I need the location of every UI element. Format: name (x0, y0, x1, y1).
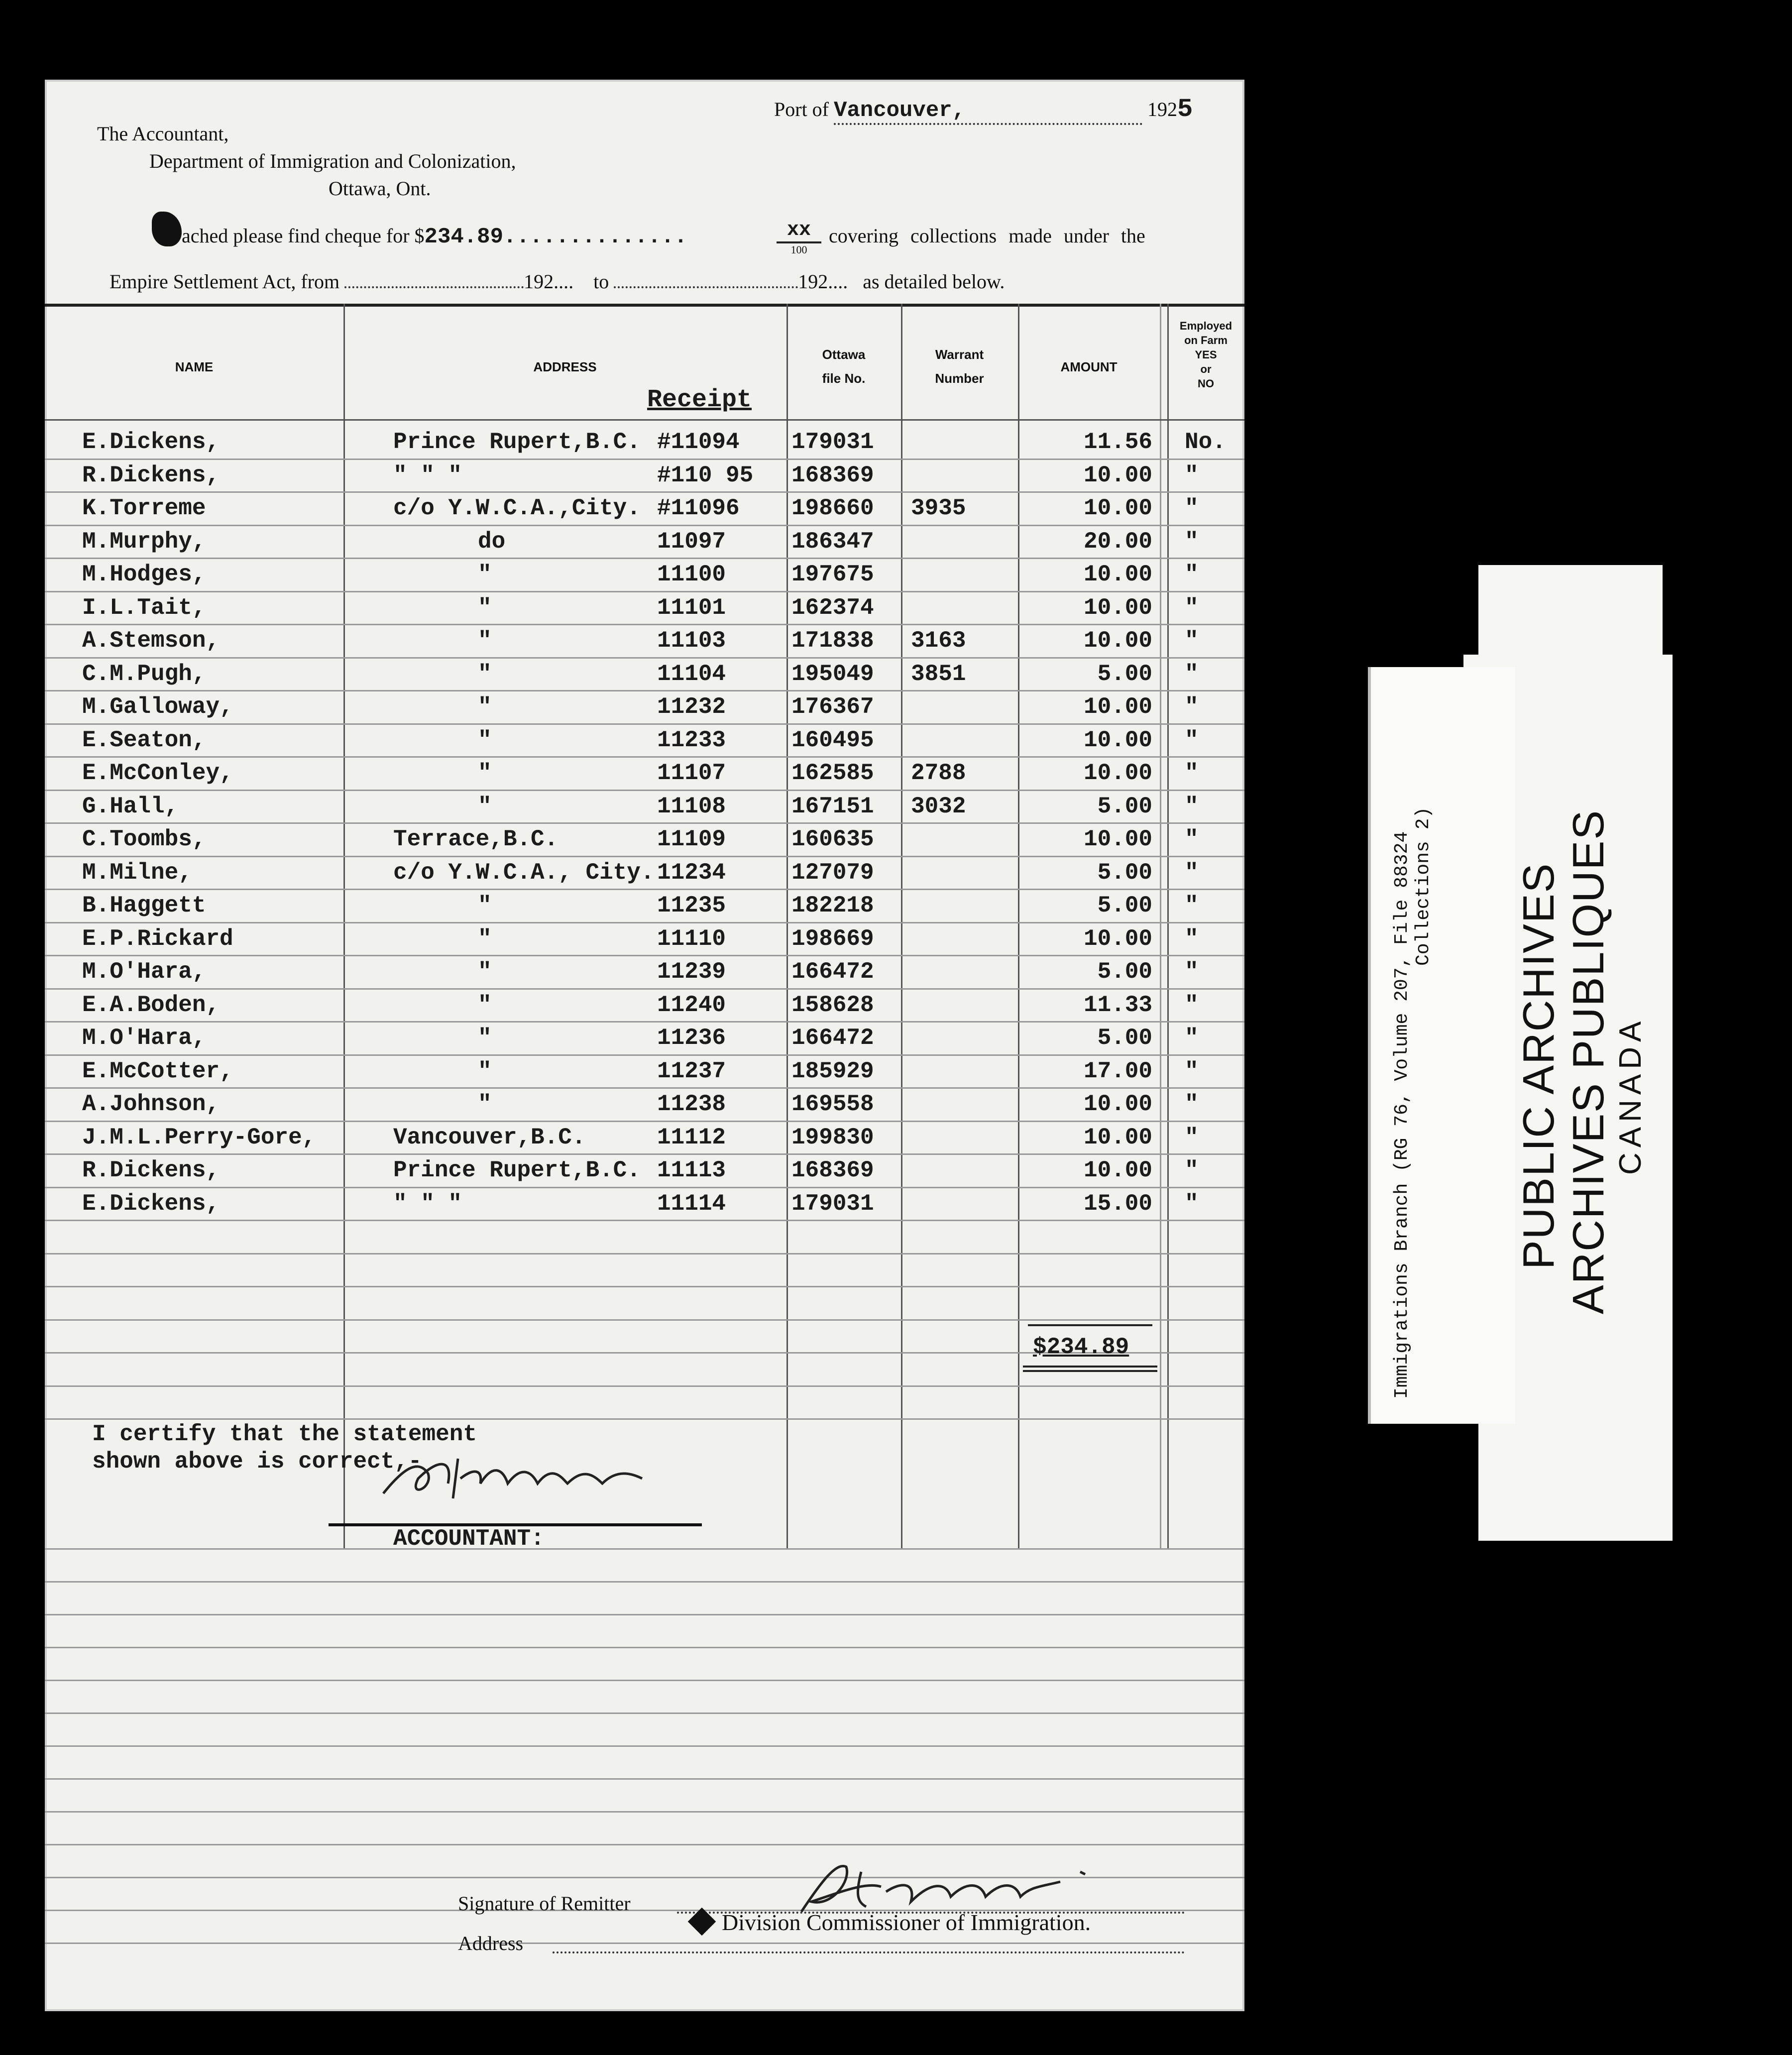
port-value: Vancouver, (834, 98, 1142, 125)
cheque-line (182, 224, 687, 249)
row-rule (45, 491, 1244, 493)
cents-fraction (777, 219, 821, 256)
row-name: M.O'Hara, (82, 1025, 206, 1051)
row-amount: 10.00 (1083, 628, 1152, 654)
row-address: " (478, 628, 492, 654)
row-rule (45, 988, 1244, 990)
archive-label-line1: PUBLIC ARCHIVES (1514, 862, 1563, 1269)
row-receipt: 11109 (657, 826, 726, 852)
ruled-line (45, 1745, 1244, 1747)
row-amount: 10.00 (1083, 562, 1152, 587)
year-to: 192.... (798, 270, 848, 293)
row-name: E.A.Boden, (82, 992, 220, 1018)
blank-row-rule (45, 1418, 1244, 1420)
ruled-line (45, 1811, 1244, 1813)
ruled-line (45, 1548, 1244, 1550)
row-receipt: 11239 (657, 959, 726, 985)
header-receipt: Receipt (647, 386, 752, 414)
row-address: Prince Rupert,B.C. (393, 429, 641, 455)
act-line (110, 270, 1005, 293)
row-file-no: 199830 (791, 1124, 874, 1150)
year-suffix: 5 (1177, 95, 1193, 124)
row-name: C.Toombs, (82, 826, 206, 852)
header-ottawa-line1: Ottawa (822, 347, 866, 362)
header-ottawa (786, 346, 901, 387)
row-file-no: 198669 (791, 925, 874, 952)
row-receipt: 11113 (657, 1157, 726, 1183)
row-name: M.Hodges, (82, 562, 206, 587)
row-rule (45, 558, 1244, 559)
row-receipt: 11236 (657, 1025, 726, 1051)
blank-row-rule (45, 1319, 1244, 1321)
row-file-no: 166472 (791, 959, 874, 985)
row-employed-on-farm: " (1185, 859, 1199, 886)
row-file-no: 168369 (791, 1157, 874, 1183)
row-warrant-no: 3163 (911, 628, 966, 654)
row-employed-on-farm: " (1185, 760, 1199, 786)
ink-blot (152, 212, 182, 246)
row-employed-on-farm: No. (1185, 429, 1226, 455)
row-warrant-no: 3032 (911, 793, 966, 819)
row-rule (45, 1187, 1244, 1188)
row-amount: 10.00 (1083, 594, 1152, 621)
header-employed-line5: NO (1198, 377, 1214, 390)
row-rule (45, 1054, 1244, 1056)
row-amount: 5.00 (1097, 1025, 1152, 1051)
row-employed-on-farm: " (1185, 1124, 1199, 1150)
row-file-no: 171838 (791, 628, 874, 654)
row-rule (45, 955, 1244, 956)
row-rule (45, 525, 1244, 526)
row-name: A.Johnson, (82, 1091, 220, 1117)
row-amount: 17.00 (1083, 1058, 1152, 1084)
row-receipt: 11108 (657, 793, 726, 819)
row-address: " (478, 661, 492, 687)
row-rule (45, 458, 1244, 460)
addressee-line1: The Accountant, (97, 122, 229, 145)
row-receipt: 11114 (657, 1190, 726, 1217)
row-employed-on-farm: " (1185, 893, 1199, 918)
header-employed-line3: YES (1195, 348, 1217, 361)
ruled-line (45, 1680, 1244, 1681)
row-amount: 15.00 (1083, 1190, 1152, 1217)
row-amount: 5.00 (1097, 959, 1152, 985)
row-employed-on-farm: " (1185, 528, 1199, 555)
row-file-no: 182218 (791, 893, 874, 918)
row-name: E.McConley, (82, 760, 233, 786)
accountant-role: ACCOUNTANT: (393, 1526, 545, 1552)
row-amount: 11.56 (1083, 429, 1152, 455)
row-rule (45, 790, 1244, 791)
port-line (774, 95, 1193, 125)
row-receipt: 11103 (657, 628, 726, 654)
row-amount: 10.00 (1083, 495, 1152, 521)
row-name: G.Hall, (82, 793, 179, 819)
row-rule (45, 822, 1244, 824)
row-name: E.Seaton, (82, 727, 206, 753)
row-receipt: 11101 (657, 594, 726, 621)
row-file-no: 162374 (791, 594, 874, 621)
row-address: " (478, 959, 492, 985)
row-employed-on-farm: " (1185, 826, 1199, 852)
cheque-amount: 234.89.............. (424, 225, 687, 249)
row-address: " (478, 1025, 492, 1051)
row-warrant-no: 3851 (911, 661, 966, 687)
row-receipt: 11232 (657, 694, 726, 720)
blank-row-rule (45, 1385, 1244, 1387)
row-amount: 10.00 (1083, 1124, 1152, 1150)
row-rule (45, 690, 1244, 691)
ruled-line (45, 1844, 1244, 1845)
row-receipt: 11240 (657, 992, 726, 1018)
row-file-no: 167151 (791, 793, 874, 819)
row-file-no: 168369 (791, 462, 874, 488)
row-receipt: 11107 (657, 760, 726, 786)
row-employed-on-farm: " (1185, 727, 1199, 753)
row-file-no: 186347 (791, 528, 874, 555)
ruled-line (45, 1942, 1244, 1944)
row-name: C.M.Pugh, (82, 661, 206, 687)
row-amount: 10.00 (1083, 462, 1152, 488)
header-warrant-line1: Warrant (935, 347, 984, 362)
row-amount: 10.00 (1083, 1157, 1152, 1183)
row-address: Terrace,B.C. (393, 826, 559, 852)
row-rule (45, 1220, 1244, 1221)
ruled-line (45, 1712, 1244, 1714)
archive-label-front (1368, 667, 1515, 1424)
row-receipt: #110 95 (657, 462, 754, 488)
row-amount: 20.00 (1083, 528, 1152, 555)
total-double-rule-1 (1023, 1366, 1157, 1368)
row-address: " (478, 727, 492, 753)
row-employed-on-farm: " (1185, 1157, 1199, 1183)
act-text: Empire Settlement Act, from (110, 270, 340, 293)
row-rule (45, 1121, 1244, 1122)
row-rule (45, 624, 1244, 625)
row-employed-on-farm: " (1185, 462, 1199, 488)
row-address: " " " (393, 1190, 462, 1217)
cents-value: xx (777, 219, 821, 243)
row-file-no: 158628 (791, 992, 874, 1018)
to-text: to (593, 270, 609, 293)
row-name: M.Milne, (82, 859, 192, 886)
archive-label-line3: CANADA (1613, 1016, 1648, 1175)
row-file-no: 166472 (791, 1025, 874, 1051)
row-warrant-no: 2788 (911, 760, 966, 786)
row-amount: 10.00 (1083, 694, 1152, 720)
row-name: I.L.Tait, (82, 594, 206, 621)
row-rule (45, 922, 1244, 923)
row-employed-on-farm: " (1185, 594, 1199, 621)
certify-line2: shown above is correct,- (92, 1449, 422, 1475)
port-label: Port of (774, 98, 829, 120)
row-name: E.Dickens, (82, 1190, 220, 1217)
row-rule (45, 657, 1244, 659)
header-ottawa-line2: file No. (822, 371, 866, 386)
row-file-no: 198660 (791, 495, 874, 521)
row-file-no: 176367 (791, 694, 874, 720)
row-name: A.Stemson, (82, 628, 220, 654)
addressee-line2: Department of Immigration and Colonization, (149, 150, 516, 172)
row-warrant-no: 3935 (911, 495, 966, 521)
row-receipt: 11233 (657, 727, 726, 753)
row-file-no: 197675 (791, 562, 874, 587)
archive-reference-line2: Collections 2) (1413, 806, 1434, 966)
row-name: B.Haggett (82, 893, 206, 918)
row-address: " (478, 893, 492, 918)
addressee-line3: Ottawa, Ont. (329, 177, 431, 200)
covering-text: covering collections made under the (829, 225, 1145, 247)
attached-text: ached please find cheque for $ (182, 225, 425, 247)
row-receipt: 11104 (657, 661, 726, 687)
row-receipt: 11235 (657, 893, 726, 918)
row-name: R.Dickens, (82, 462, 220, 488)
row-amount: 5.00 (1097, 661, 1152, 687)
row-employed-on-farm: " (1185, 628, 1199, 654)
row-address: " " " (393, 462, 462, 488)
ruled-line (45, 1647, 1244, 1648)
row-file-no: 162585 (791, 760, 874, 786)
row-address: c/o Y.W.C.A., City. (393, 859, 655, 886)
row-address: " (478, 694, 492, 720)
collections-table (45, 304, 1244, 1548)
row-address: Vancouver,B.C. (393, 1124, 586, 1150)
row-amount: 10.00 (1083, 727, 1152, 753)
row-file-no: 127079 (791, 859, 874, 886)
row-address: " (478, 760, 492, 786)
row-employed-on-farm: " (1185, 562, 1199, 587)
row-employed-on-farm: " (1185, 1025, 1199, 1051)
row-employed-on-farm: " (1185, 1058, 1199, 1084)
archive-label-line2: ARCHIVES PUBLIQUES (1564, 809, 1613, 1314)
total-amount: $234.89 (1033, 1334, 1129, 1360)
row-file-no: 179031 (791, 429, 874, 455)
ruled-line (45, 1778, 1244, 1780)
row-address: " (478, 594, 492, 621)
row-amount: 10.00 (1083, 1091, 1152, 1117)
row-file-no: 179031 (791, 1190, 874, 1217)
row-amount: 5.00 (1097, 893, 1152, 918)
year-from: 192.... (524, 270, 574, 293)
row-amount: 11.33 (1083, 992, 1152, 1018)
header-amount: AMOUNT (1060, 359, 1118, 374)
row-receipt: 11238 (657, 1091, 726, 1117)
row-amount: 10.00 (1083, 925, 1152, 952)
commissioner-title: Division Commissioner of Immigration. (722, 1910, 1091, 1935)
row-receipt: 11234 (657, 859, 726, 886)
row-address: " (478, 1058, 492, 1084)
row-address: c/o Y.W.C.A.,City. (393, 495, 641, 521)
row-address: Prince Rupert,B.C. (393, 1157, 641, 1183)
row-rule (45, 1153, 1244, 1155)
certify-line1: I certify that the statement (92, 1421, 477, 1447)
row-receipt: 11112 (657, 1124, 726, 1150)
ruled-line (45, 1614, 1244, 1615)
header-employed-line4: or (1200, 363, 1212, 375)
row-address: " (478, 992, 492, 1018)
row-name: E.P.Rickard (82, 925, 233, 952)
row-name: J.M.L.Perry-Gore, (82, 1124, 316, 1150)
total-rule (1028, 1324, 1152, 1326)
row-receipt: 11100 (657, 562, 726, 587)
row-rule (45, 1087, 1244, 1089)
header-employed (1167, 319, 1244, 391)
row-receipt: #11096 (657, 495, 740, 521)
signature-label: Signature of Remitter (458, 1892, 631, 1915)
cents-denominator: 100 (790, 243, 807, 256)
header-name: NAME (175, 359, 214, 374)
row-name: E.McCotter, (82, 1058, 233, 1084)
row-file-no: 160495 (791, 727, 874, 753)
row-amount: 10.00 (1083, 826, 1152, 852)
row-receipt: #11094 (657, 429, 740, 455)
row-name: M.O'Hara, (82, 959, 206, 985)
row-employed-on-farm: " (1185, 1190, 1199, 1217)
row-rule (45, 591, 1244, 592)
row-receipt: 11097 (657, 528, 726, 555)
header-warrant-line2: Number (935, 371, 984, 386)
row-address: " (478, 562, 492, 587)
archive-reference-line1: Immigrations Branch (RG 76, Volume 207, File 88324 (1391, 831, 1413, 1399)
blank-row-rule (45, 1286, 1244, 1287)
row-amount: 5.00 (1097, 793, 1152, 819)
row-address: " (478, 925, 492, 952)
row-name: R.Dickens, (82, 1157, 220, 1183)
row-address: " (478, 793, 492, 819)
address-label: Address (458, 1932, 524, 1954)
row-name: K.Torreme (82, 495, 206, 521)
row-employed-on-farm: " (1185, 495, 1199, 521)
address-line (553, 1951, 1185, 1953)
row-employed-on-farm: " (1185, 694, 1199, 720)
row-file-no: 195049 (791, 661, 874, 687)
row-file-no: 185929 (791, 1058, 874, 1084)
row-name: M.Murphy, (82, 528, 206, 555)
header-warrant (901, 346, 1018, 387)
row-rule (45, 1021, 1244, 1023)
total-double-rule-2 (1023, 1370, 1157, 1372)
accountant-signature (373, 1439, 722, 1513)
row-employed-on-farm: " (1185, 959, 1199, 985)
year-prefix: 192 (1147, 98, 1177, 120)
row-receipt: 11237 (657, 1058, 726, 1084)
row-name: M.Galloway, (82, 694, 233, 720)
row-name: E.Dickens, (82, 429, 220, 455)
header-address: ADDRESS (533, 359, 597, 374)
row-rule (45, 723, 1244, 725)
row-employed-on-farm: " (1185, 661, 1199, 687)
ruled-line (45, 1581, 1244, 1583)
row-address: do (478, 528, 506, 555)
row-file-no: 169558 (791, 1091, 874, 1117)
row-employed-on-farm: " (1185, 793, 1199, 819)
row-amount: 10.00 (1083, 760, 1152, 786)
row-employed-on-farm: " (1185, 1091, 1199, 1117)
row-file-no: 160635 (791, 826, 874, 852)
row-rule (45, 889, 1244, 890)
header-employed-line2: on Farm (1184, 334, 1228, 346)
detailed-text: as detailed below. (863, 270, 1005, 293)
header-employed-line1: Employed (1179, 320, 1232, 332)
document-sheet (45, 80, 1244, 2011)
row-rule (45, 856, 1244, 857)
row-address: " (478, 1091, 492, 1117)
blank-row-rule (45, 1253, 1244, 1255)
row-rule (45, 756, 1244, 758)
row-employed-on-farm: " (1185, 992, 1199, 1018)
row-receipt: 11110 (657, 925, 726, 952)
row-employed-on-farm: " (1185, 925, 1199, 952)
row-amount: 5.00 (1097, 859, 1152, 886)
